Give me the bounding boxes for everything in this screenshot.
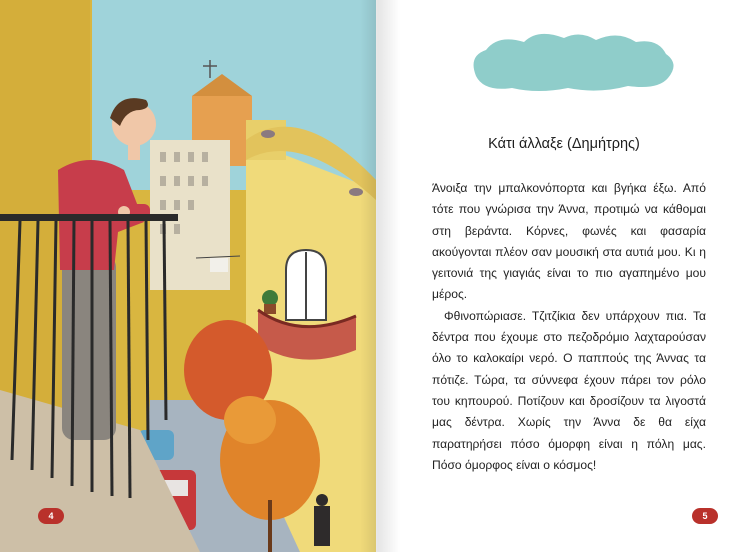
paragraph: Φθινοπώριασε. Τζιτζίκια δεν υπάρχουν πια. Τα δέντρα που έχουμε στο πεζοδρόμιο λαχταρούσαν όλο το καλοκαίρι νερό. Ο παππούς της Άννας τα πότιζε. Τώρα, τα σύννεφα έχουν πάρει τον ρόλο του κηπουρού. Ποτίζουν και δροσίζουν τα λιγοστά μας δέντρα. Χωρίς την Άννα δε θα είχα παρατηρήσει πόσο όμορφη είναι η πόλη μας. Πόσο όμορφος είναι ο κόσμος! (432, 308, 706, 472)
bird-icon (261, 130, 275, 138)
story-body (432, 178, 706, 476)
text-page (376, 0, 752, 552)
story-title: Κάτι άλλαξε (Δημήτρης) (488, 136, 640, 152)
paragraph: Άνοιξα την μπαλκονόπορτα και βγήκα έξω. Από τότε που γνώρισα την Άννα, προτιμώ να κάθομαι στη βεράντα. Κόρνες, φωνές και φασαρία ακούγονται πλέον σαν μουσική στα αυτιά μου. Κι η γειτονιά της γιαγιάς είναι το πιο αγαπημένο μου μέρος. (432, 181, 706, 302)
page-number-left: 4 (38, 508, 64, 524)
bird-icon (349, 188, 363, 196)
plant (262, 290, 278, 306)
cloud-shape (468, 26, 678, 96)
boy-legs (62, 255, 116, 440)
pedestrian (316, 494, 328, 506)
page-number-right: 5 (692, 508, 718, 524)
